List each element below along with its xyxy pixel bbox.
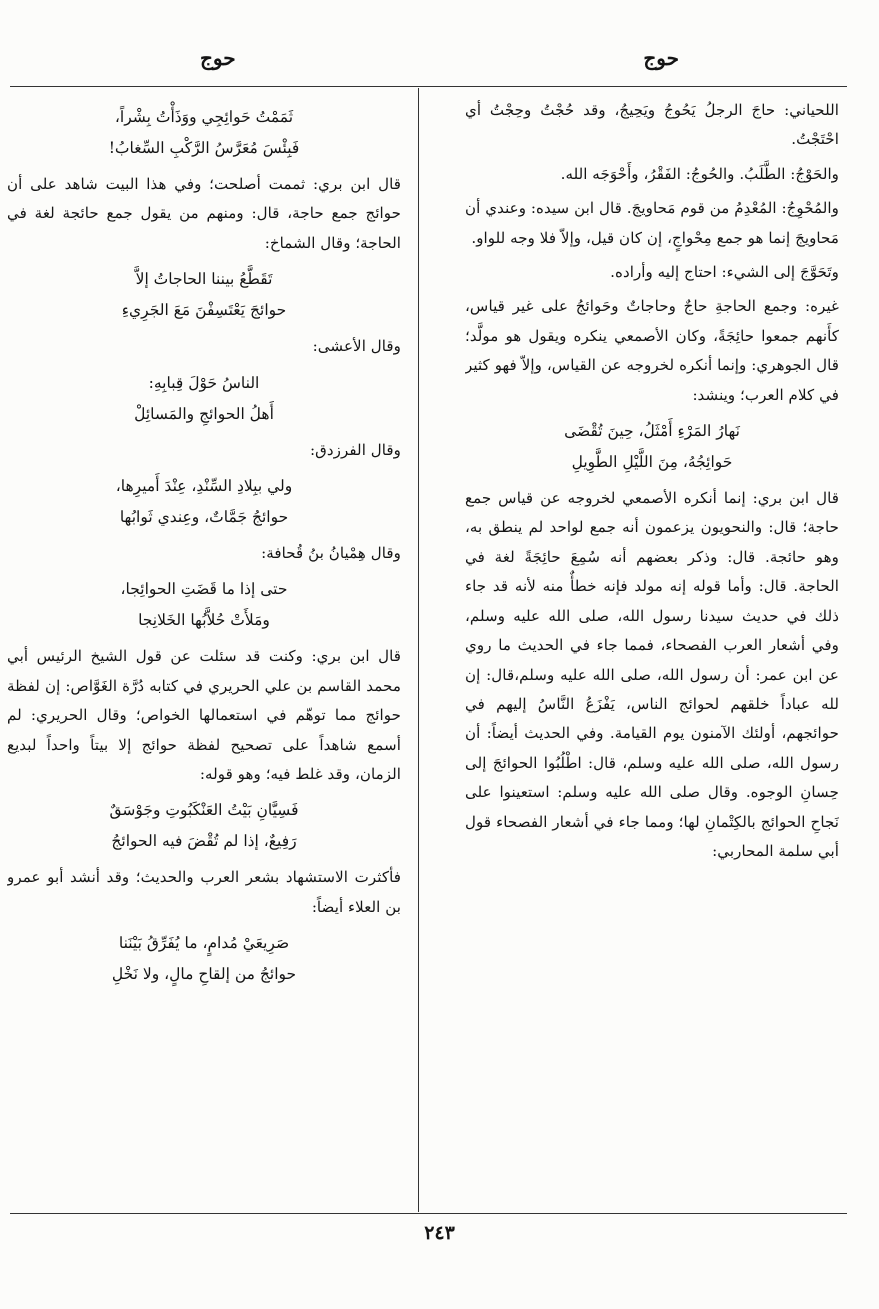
verse-line: الناسُ حَوْلَ قِبابِهِ: [148,373,260,392]
page-number: ٢٤٣ [424,1222,455,1244]
verse [7,471,401,533]
paragraph: قال ابن بري: ثممت أصلحت؛ وفي هذا البيت شاهد على أن حوائج جمع حاجة، قال: ومنهم من يقول جمع حائجة لغة في الحاجة؛ وقال الشماخ: [7,175,401,252]
verse-line: حوائجُ جَمَّاتٌ، وعِندي ثَوابُها [119,508,289,527]
paragraph: قال ابن بري: إنما أنكره الأصمعي لخروجه عن قياس جمع حاجة؛ قال: والنحويون يزعمون أنه جمع لواحد لم ينطق به، وهو حائجة. قال: وذكر بعضهم أنه سُمِعَ حائِجَةً لغة في الحاجة. قال: وأما قوله إنه مولد فإنه خطأٌ منه لأنه قد جاء ذلك في حديث سيدنا رسول الله، صلى الله عليه وسلم، وفي أشعار العرب الفصحاء، فمما جاء في الحديث ما روي عن ابن عمر: أن رسول الله، صلى الله عليه وسلم،قال: إن لله عباداً خلقهم لحوائج الناس، يَفْزَعُ النَّاسُ إليهم في حوائجهم، أولئك الآمنون يوم القيامة. وفي الحديث أيضاً: أن رسول الله، صلى الله عليه وسلم، قال: اطْلُبُوا الحوائجَ إلى حِسانِ الوجوه. وقال صلى الله عليه وسلم: استعينوا على نَجاحِ الحوائج بالكِتْمانِ لها؛ ومما جاء في أشعار الفصحاء قول أبي سلمة المحاربي: [465,489,839,860]
paragraph: وقال هِمْيانُ بنُ قُحافة: [261,544,401,563]
verse [7,928,401,990]
verse-line: رَفِيعٌ، إذا لم تُقْضَ فيه الحوائجُ [111,832,297,851]
verse [7,264,401,326]
verse-line: فَسِيَّانِ بَيْتُ العَنْكَبُوتِ وجَوْسَقٌ [109,801,299,820]
verse-line: حَوائِجُهُ، مِنَ اللَّيْلِ الطَّوِيلِ [571,453,733,472]
verse-line: حوائجَ يَعْتَسِفْنَ مَعَ الجَرِيءِ [121,301,287,320]
paragraph: وقال الفرزدق: [310,440,401,459]
running-head-right: حوج [643,46,679,70]
verse [7,102,401,164]
paragraph: اللحياني: حاجَ الرجلُ يَحُوجُ ويَحِيجُ، وقد حُجْتُ وحِجْتُ أي احْتَجْتُ. [465,101,839,149]
running-head-left: حوج [200,46,236,70]
paragraph: فأكثرت الاستشهاد بشعر العرب والحديث؛ وقد أنشد أبو عمرو بن العلاء أيضاً: [7,868,401,916]
verse-line: صَرِيعَيْ مُدامٍ، ما يُفَرِّقُ بَيْنَنا [118,934,290,953]
verse-line: أَهلُ الحوائجِ والمَسائِلْ [134,404,274,423]
verse-line: حوائجُ من إلقاحِ مالٍ، ولا نَخْلِ [111,965,297,984]
footer-rule [10,1213,847,1214]
verse-line: تَقَطَّعُ بيننا الحاجاتُ إلاَّ [135,270,273,289]
verse [465,416,839,478]
paragraph: والمُحْوِجُ: المُعْدِمُ من قوم مَحاويجَ. قال ابن سيده: وعندي أن مَحاويجَ إنما هو جمع مِحْواجٍ، إن كان قيل، وإلاّ فلا وجه للواو. [465,199,839,247]
right-column [465,96,839,1208]
verse [7,368,401,430]
column-divider [418,88,419,1212]
paragraph: غيره: وجمع الحاجةِ حاجٌ وحاجاتٌ وحَوائجُ على غير قياس، كأَنهم جمعوا حائِجَةً، وكان الأصمعي ينكره ويقول هو مولَّد؛ قال الجوهري: وإنما أنكره لخروجه عن القياس، وإلاّ فهو كثير في كلام العرب؛ وينشد: [465,297,839,404]
verse [7,795,401,857]
paragraph: قال ابن بري: وكنت قد سئلت عن قول الشيخ الرئيس أبي محمد القاسم بن علي الحريري في كتابه دُرَّة الغَوَّاص: إن لفظة حوائج مما توهّم في استعمالها الخواص؛ وقال الحريري: لم أسمع شاهداً على تصحيح لفظة حوائج إلا بيتاً واحداً لبديع الزمان، وقد غلط فيه؛ وهو قوله: [7,647,401,784]
header-rule [10,86,847,87]
verse-line: ومَلأَتْ حُلاَّبُها الخَلانِجا [138,611,270,630]
paragraph: وتَحَوَّجَ إلى الشيء: احتاج إليه وأراده. [610,263,839,282]
verse-line: نَهارُ المَرْءِ أَمْثَلُ، حِينَ تُقْضَى [564,422,740,441]
paragraph: وقال الأعشى: [312,337,401,356]
verse-line: ثَمَمْتُ حَوائِجِي ووَذَأْتُ بِشْراً، [114,108,294,126]
verse-line: فَبِئْسَ مُعَرَّسُ الرَّكْبِ السِّغابُ! [108,139,300,157]
verse-line: حتى إذا ما قَضَتِ الحوائِجا، [120,580,288,599]
verse-line: ولي ببِلادِ السِّنْدِ، عِنْدَ أَميرِها، [115,477,293,496]
left-column [7,96,401,1208]
paragraph: والحَوْجُ: الطَّلَبُ. والحُوجُ: الفَقْرُ، وأَحْوَجَه الله. [560,164,839,183]
verse [7,574,401,636]
